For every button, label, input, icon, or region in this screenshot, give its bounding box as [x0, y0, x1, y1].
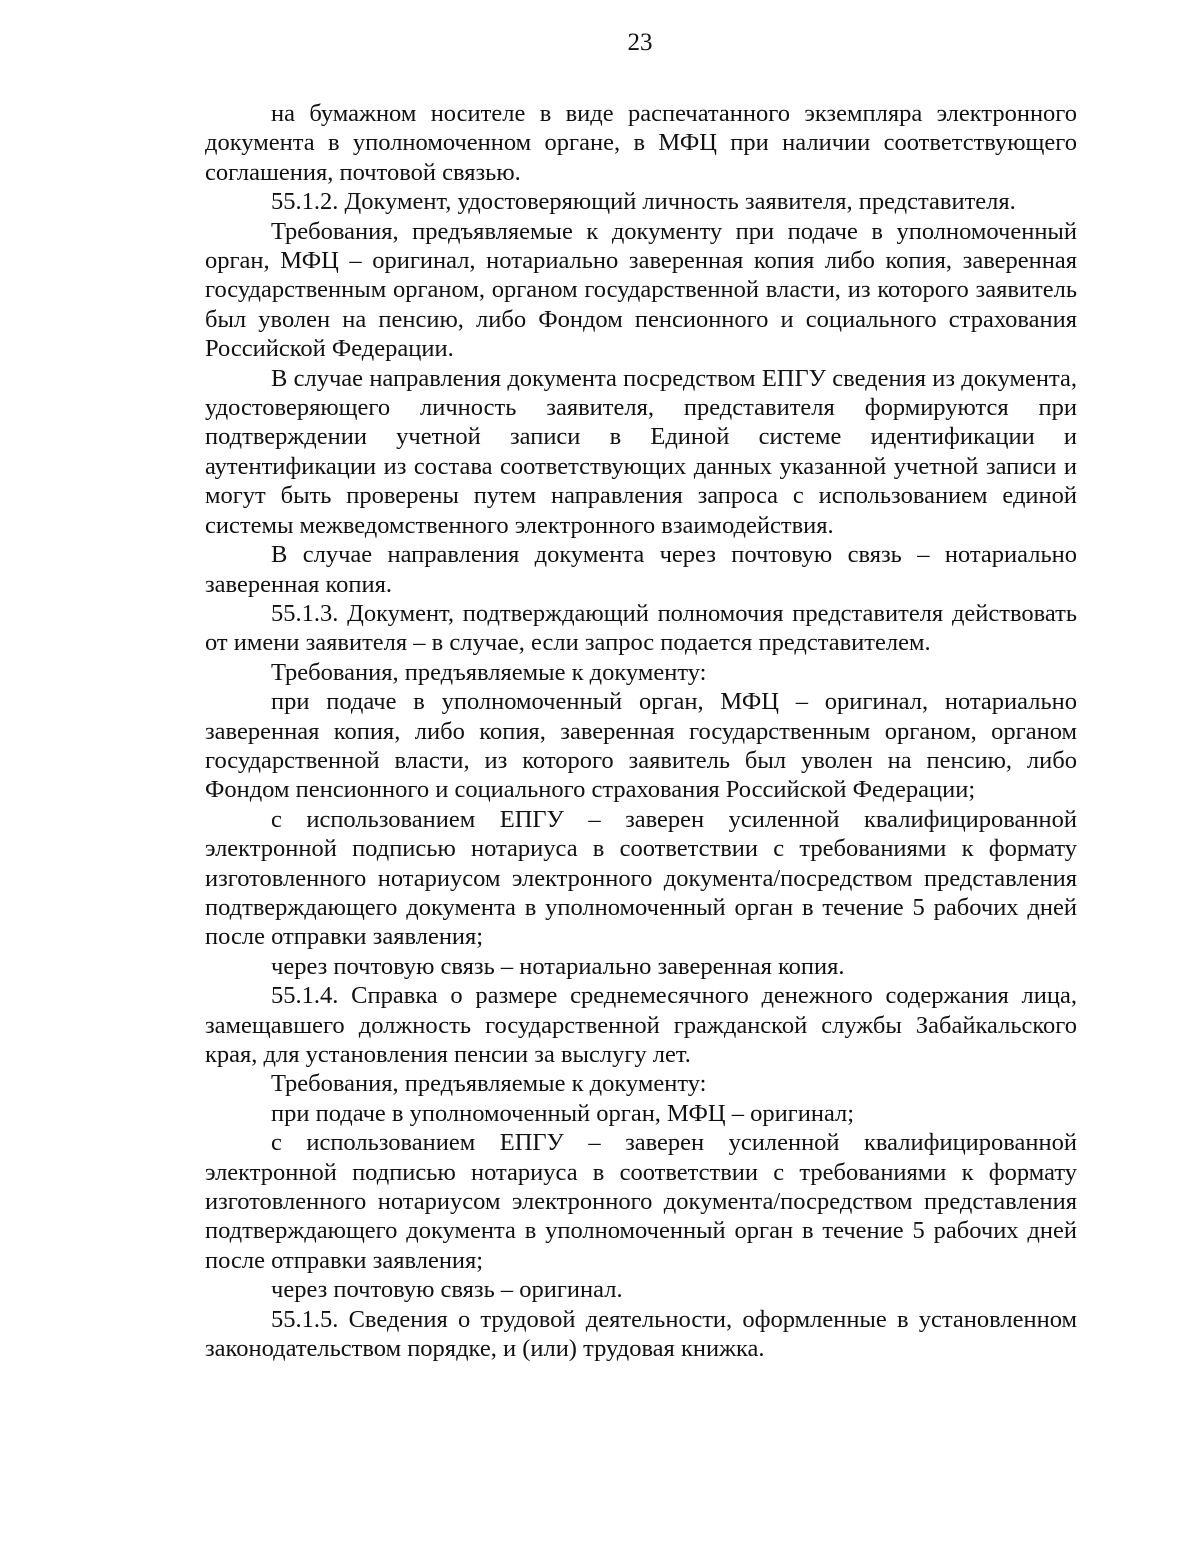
- paragraph-postal-representative: через почтовую связь – нотариально заверенная копия.: [271, 952, 845, 980]
- paragraph-epgu-identity: В случае направления документа посредством ЕПГУ сведения из документа, удостоверяющего личность заявителя, представителя формируются при подтверждении учетной записи в Единой системе идентификации и аутентификации из состава соответствующих данных указанной учетной записи и могут быть проверены путем направления запроса с использованием единой системы межведомственного электронного взаимодействия.: [205, 364, 1077, 539]
- page-number: 23: [627, 29, 653, 56]
- paragraph-mfc-certificate: при подаче в уполномоченный орган, МФЦ – оригинал;: [271, 1099, 855, 1127]
- paragraph-55-1-5: 55.1.5. Сведения о трудовой деятельности, оформленные в установленном законодательством порядке, и (или) трудовая книжка.: [205, 1305, 1077, 1363]
- paragraph-requirements-heading-1: Требования, предъявляемые к документу:: [271, 658, 707, 686]
- paragraph-postal-certificate: через почтовую связь – оригинал.: [271, 1276, 623, 1304]
- paragraph-requirements-heading-2: Требования, предъявляемые к документу:: [271, 1070, 707, 1098]
- paragraph-mfc-representative: при подаче в уполномоченный орган, МФЦ – оригинал, нотариально заверенная копия, либо копия, заверенная государственным органом, органом государственной власти, из которого заявитель был уволен на пенсию, либо Фондом пенсионного и социального страхования Российской Федерации;: [205, 688, 1077, 804]
- paragraph-epgu-certificate: с использованием ЕПГУ – заверен усиленной квалифицированной электронной подписью нотариуса в соответствии с требованиями к формату изготовленного нотариусом электронного документа/посредством представления подтверждающего документа в уполномоченный орган в течение 5 рабочих дней после отправки заявления;: [205, 1129, 1077, 1274]
- paragraph-epgu-representative: с использованием ЕПГУ – заверен усиленной квалифицированной электронной подписью нотариуса в соответствии с требованиями к формату изготовленного нотариусом электронного документа/посредством представления подтверждающего документа в уполномоченный орган в течение 5 рабочих дней после отправки заявления;: [205, 805, 1077, 951]
- paragraph-requirements-identity: Требования, предъявляемые к документу при подаче в уполномоченный орган, МФЦ – оригинал, нотариально заверенная копия либо копия, заверенная государственным органом, органом государственной власти, из которого заявитель был уволен на пенсию, либо Фондом пенсионного и социального страхования Российской Федерации.: [205, 217, 1077, 363]
- paragraph-postal-identity: В случае направления документа через почтовую связь – нотариально заверенная копия.: [205, 541, 1077, 598]
- paragraph-continuation: на бумажном носителе в виде распечатанного экземпляра электронного документа в уполномоченном органе, в МФЦ при наличии соответствующего соглашения, почтовой связью.: [205, 100, 1077, 186]
- paragraph-55-1-4: 55.1.4. Справка о размере среднемесячного денежного содержания лица, замещавшего должность государственной гражданской службы Забайкальского края, для установления пенсии за выслугу лет.: [205, 982, 1077, 1068]
- paragraph-55-1-3: 55.1.3. Документ, подтверждающий полномочия представителя действовать от имени заявителя – в случае, если запрос подается представителем.: [205, 599, 1077, 657]
- paragraph-55-1-2: 55.1.2. Документ, удостоверяющий личность заявителя, представителя.: [271, 188, 1016, 216]
- document-body: [205, 99, 1077, 1363]
